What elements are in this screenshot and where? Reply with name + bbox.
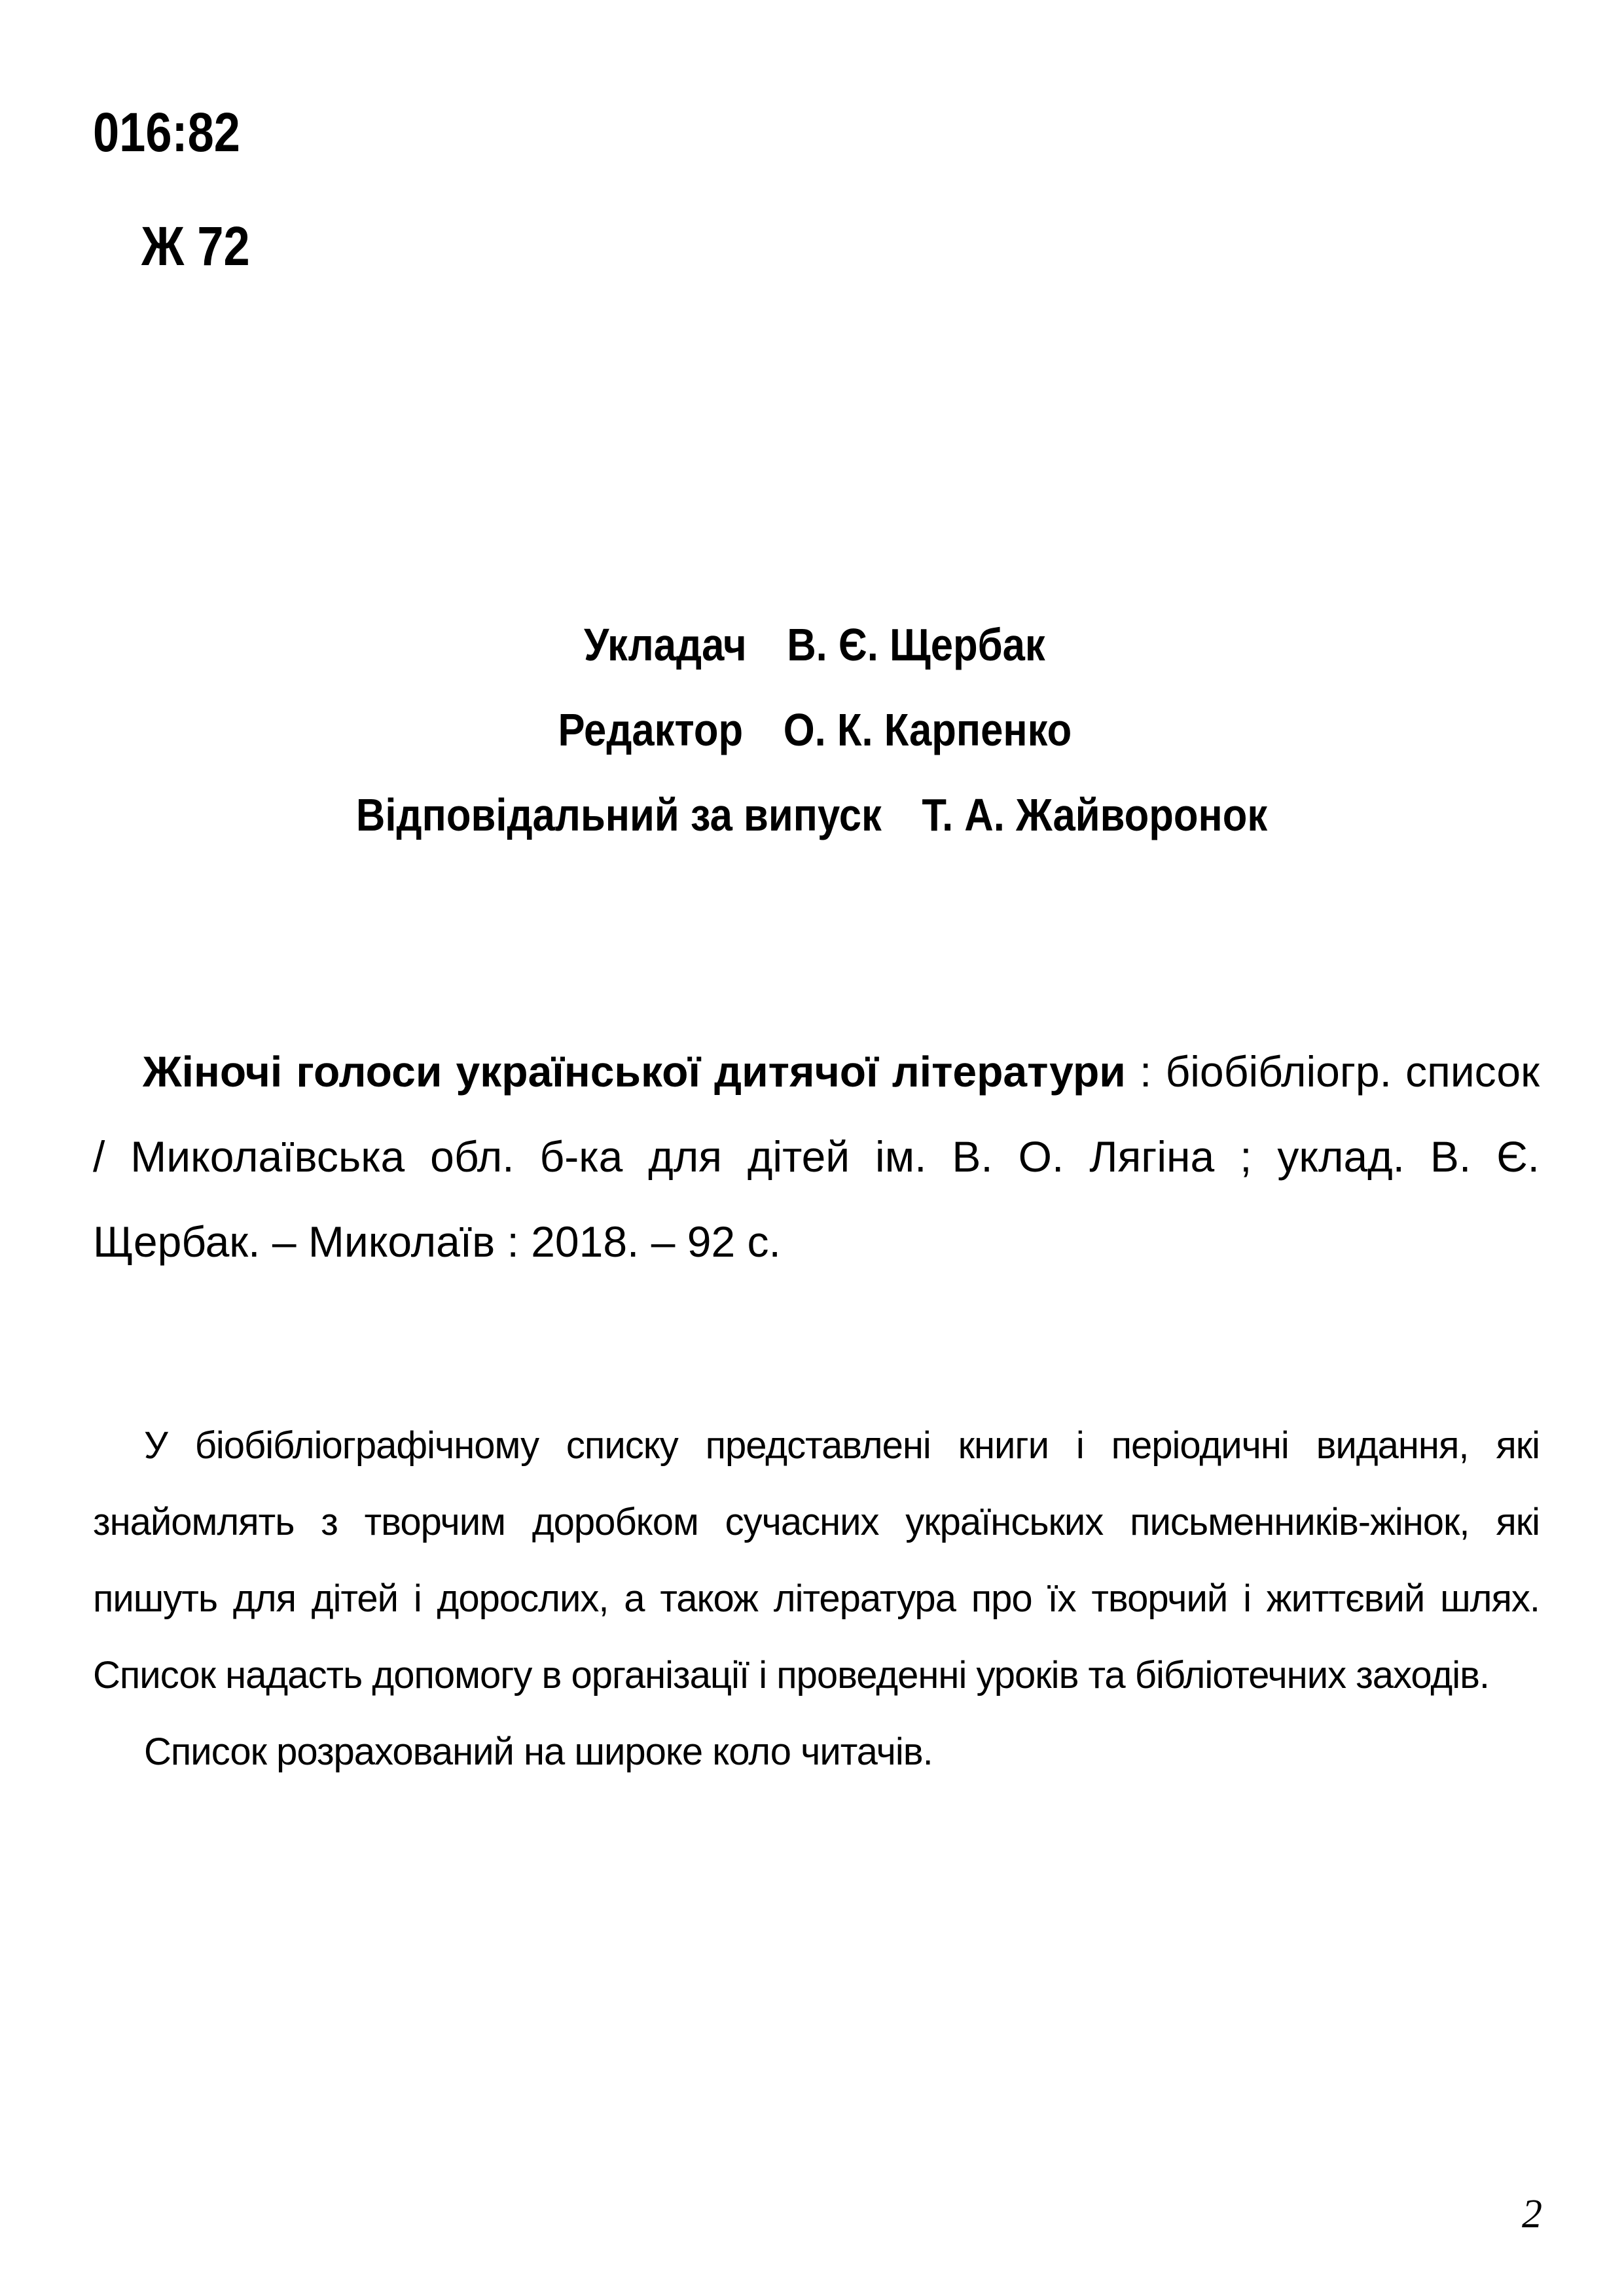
editor-line (0, 687, 1624, 772)
bibliographic-description (93, 1029, 1540, 1284)
responsible-name: Т. А. Жайворонок (922, 789, 1268, 840)
credits-block (0, 602, 1624, 857)
udc-index: 016:82 (93, 101, 240, 163)
book-title: Жіночі голоси української дитячої літератури (143, 1047, 1126, 1096)
responsible-line (0, 772, 1624, 857)
compiler-role: Укладач (584, 619, 747, 670)
compiler-name: В. Є. Щербак (787, 619, 1045, 670)
author-mark: Ж 72 (141, 215, 250, 277)
annotation-paragraph: Список розрахований на широке коло читачів. (144, 1731, 933, 1773)
compiler-line (0, 602, 1624, 687)
page-number: 2 (1522, 2192, 1542, 2236)
editor-role: Редактор (558, 704, 743, 755)
editor-name: О. К. Карпенко (783, 704, 1072, 755)
responsible-role: Відповідальний за випуск (356, 789, 882, 840)
bibliographic-details: : біобібліогр. список / Миколаївська обл. б-ка для дітей ім. В. О. Лягіна ; уклад. В. Є. Щербак. – Миколаїв : 2018. – 92 с. (93, 1047, 1540, 1266)
annotation (93, 1407, 1540, 1790)
annotation-paragraph: У біобібліографічному списку представлені книги і періодичні видання, які знайомлять з творчим доробком сучасних українських письменників-жінок, які пишуть для дітей і дорослих, а також література про їх творчий і життєвий шлях. Список надасть допомогу в організації і проведенні уроків та бібліотечних заходів. (93, 1424, 1540, 1696)
